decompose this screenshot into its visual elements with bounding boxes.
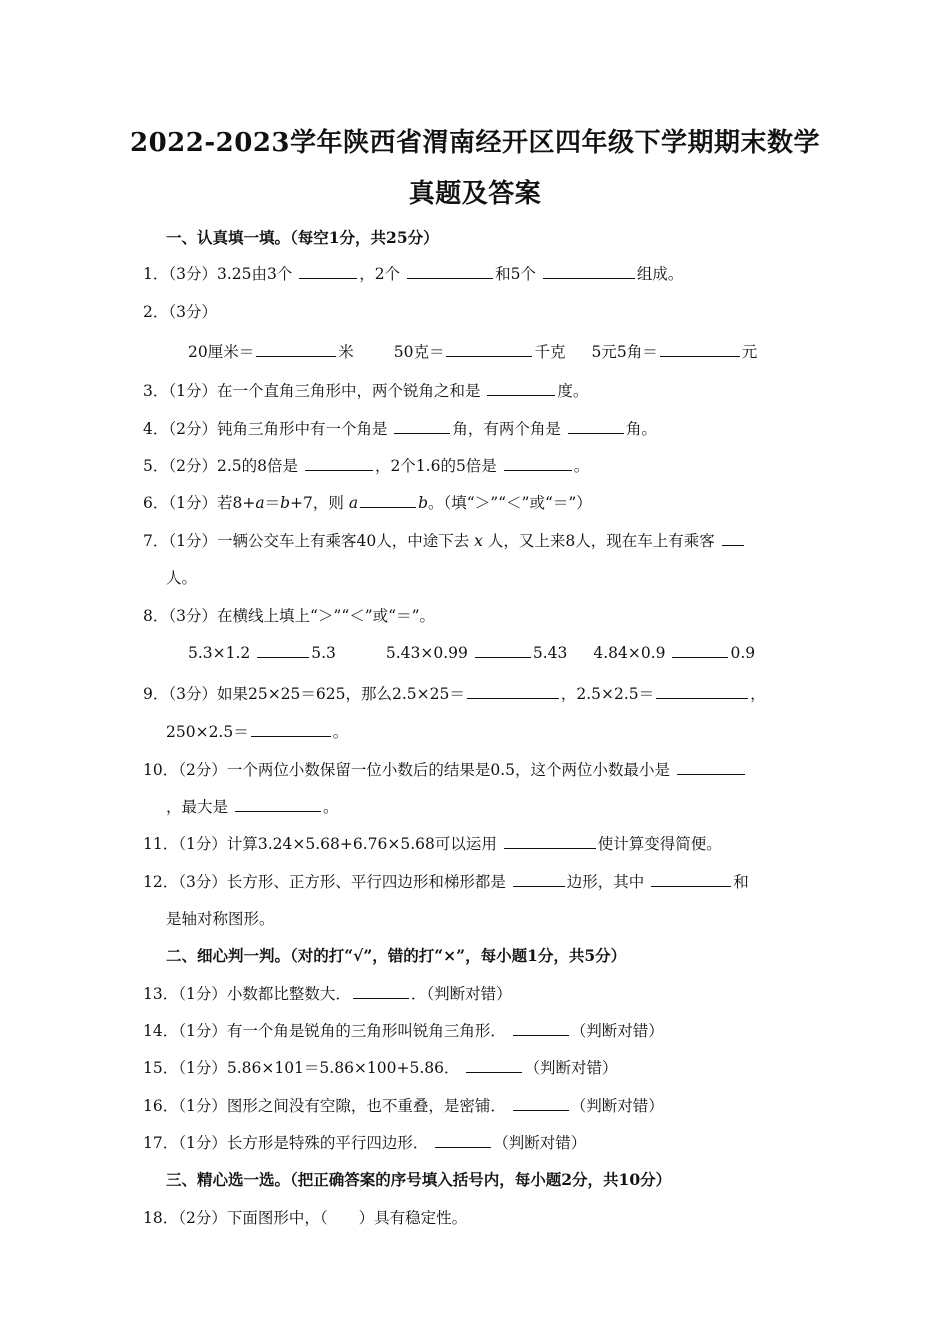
answer-blank[interactable] bbox=[235, 797, 321, 812]
answer-blank[interactable] bbox=[360, 493, 416, 508]
answer-blank[interactable] bbox=[513, 872, 565, 887]
answer-blank[interactable] bbox=[394, 419, 450, 434]
question-12-cont: 是轴对称图形。 bbox=[166, 910, 275, 928]
document-title-line2: 真题及答案 bbox=[408, 179, 542, 209]
question-7: 7．（1分）一辆公交车上有乘客40人，中途下去 x 人，又上来8人，现在车上有乘客 bbox=[143, 529, 746, 551]
answer-blank[interactable] bbox=[256, 342, 336, 357]
section-heading-judge: 二、细心判一判。（对的打“√”，错的打“×”，每小题1分，共5分） bbox=[166, 946, 627, 965]
answer-blank[interactable] bbox=[660, 342, 740, 357]
question-12: 12．（3分）长方形、正方形、平行四边形和梯形都是 边形，其中 和 bbox=[143, 873, 749, 891]
answer-blank[interactable] bbox=[251, 722, 331, 737]
answer-blank[interactable] bbox=[466, 1058, 522, 1073]
question-11: 11．（1分）计算3.24×5.68+6.76×5.68可以运用 使计算变得简便。 bbox=[143, 835, 722, 853]
answer-blank[interactable] bbox=[677, 760, 745, 775]
question-8-row: 5.3×1.2 5.3 5.43×0.99 5.43 4.84×0.9 0.9 bbox=[188, 644, 756, 662]
question-7-cont: 人。 bbox=[166, 569, 198, 587]
question-9-cont: 250×2.5＝ 。 bbox=[166, 723, 349, 741]
answer-blank[interactable] bbox=[257, 643, 309, 658]
answer-blank[interactable] bbox=[299, 264, 357, 279]
answer-blank[interactable] bbox=[475, 643, 531, 658]
question-16: 16．（1分）图形之间没有空隙，也不重叠，是密铺． （判断对错） bbox=[143, 1097, 664, 1115]
question-4: 4．（2分）钝角三角形中有一个角是 角，有两个角是 角。 bbox=[143, 420, 657, 438]
question-2-row: 20厘米＝ 米 50克＝ 千克 5元5角＝ 元 bbox=[188, 343, 758, 361]
question-13: 13．（1分）小数都比整数大． ．（判断对错） bbox=[143, 985, 512, 1003]
question-9: 9．（3分）如果25×25＝625，那么2.5×25＝ ，2.5×2.5＝ ， bbox=[143, 685, 766, 703]
answer-blank[interactable] bbox=[435, 1133, 491, 1148]
answer-blank[interactable] bbox=[568, 419, 624, 434]
question-17: 17．（1分）长方形是特殊的平行四边形． （判断对错） bbox=[143, 1134, 587, 1152]
answer-blank[interactable] bbox=[467, 684, 559, 699]
question-18: 18．（2分）下面图形中，（ ）具有稳定性。 bbox=[143, 1209, 468, 1227]
answer-blank[interactable] bbox=[305, 456, 373, 471]
document-title-line1: 2022-2023学年陕西省渭南经开区四年级下学期期末数学 bbox=[129, 128, 821, 158]
answer-blank[interactable] bbox=[656, 684, 748, 699]
question-15: 15．（1分）5.86×101＝5.86×100+5.86． （判断对错） bbox=[143, 1059, 618, 1077]
question-5: 5．（2分）2.5的8倍是 ，2个1.6的5倍是 。 bbox=[143, 457, 590, 475]
answer-blank[interactable] bbox=[651, 872, 731, 887]
question-8: 8．（3分）在横线上填上“＞”“＜”或“＝”。 bbox=[143, 607, 436, 625]
question-2-head: 2．（3分） bbox=[143, 303, 217, 321]
answer-blank[interactable] bbox=[722, 531, 744, 546]
answer-blank[interactable] bbox=[353, 984, 409, 999]
answer-blank[interactable] bbox=[407, 264, 493, 279]
answer-blank[interactable] bbox=[504, 456, 572, 471]
question-6: 6．（1分）若8+a＝b+7，则 a b。（填“＞”“＜”或“＝”） bbox=[143, 494, 592, 512]
answer-blank[interactable] bbox=[487, 381, 555, 396]
answer-blank[interactable] bbox=[672, 643, 728, 658]
answer-blank[interactable] bbox=[543, 264, 635, 279]
answer-blank[interactable] bbox=[504, 834, 596, 849]
question-14: 14．（1分）有一个角是锐角的三角形叫锐角三角形． （判断对错） bbox=[143, 1022, 664, 1040]
answer-blank[interactable] bbox=[513, 1096, 569, 1111]
question-1: 1．（3分）3.25由3个 ，2个 和5个 组成。 bbox=[143, 265, 684, 283]
section-heading-choose: 三、精心选一选。（把正确答案的序号填入括号内，每小题2分，共10分） bbox=[166, 1170, 672, 1189]
question-10: 10．（2分）一个两位小数保留一位小数后的结果是0.5，这个两位小数最小是 bbox=[143, 758, 747, 780]
answer-blank[interactable] bbox=[446, 342, 532, 357]
section-heading-fill: 一、认真填一填。（每空1分，共25分） bbox=[166, 228, 439, 247]
answer-blank[interactable] bbox=[513, 1021, 569, 1036]
question-10-cont: ，最大是 。 bbox=[166, 798, 339, 816]
question-3: 3．（1分）在一个直角三角形中，两个锐角之和是 度。 bbox=[143, 382, 589, 400]
